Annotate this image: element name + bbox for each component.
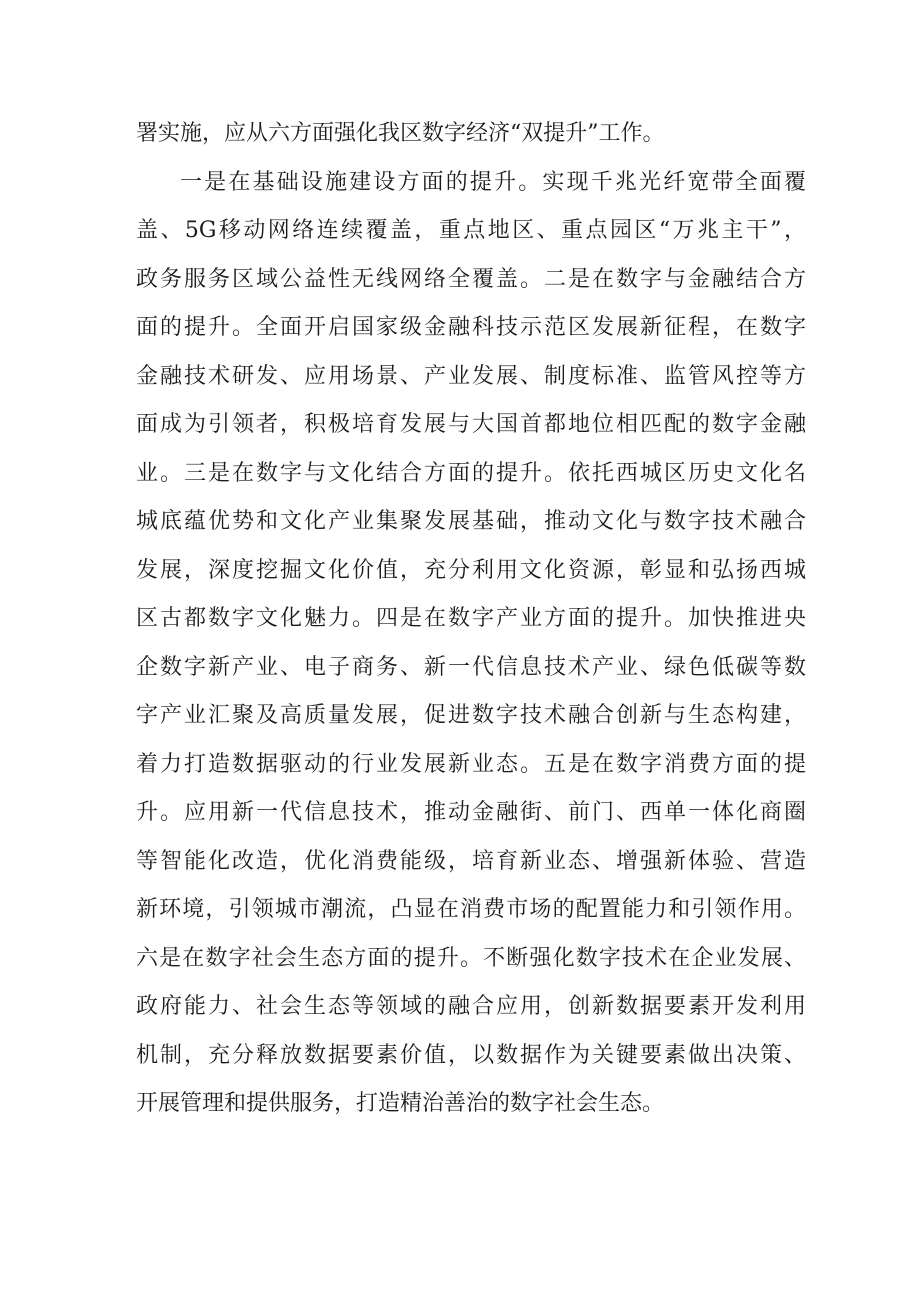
text-line: 业。三是在数字与文化结合方面的提升。依托西城区历史文化名 [136,460,806,486]
text-line: 金融技术研发、应用场景、产业发展、制度标准、监管风控等方 [136,363,806,389]
body-text [136,110,806,1129]
text-line: 着力打造数据驱动的行业发展新业态。五是在数字消费方面的提 [136,751,806,777]
text-line: 六是在数字社会生态方面的提升。不断强化数字技术在企业发展、 [136,945,806,971]
text-line: 升。应用新一代信息技术，推动金融街、前门、西单一体化商圈 [136,800,806,825]
text-line: 一是在基础设施建设方面的提升。实现千兆光纤宽带全面覆 [180,169,806,195]
text-line: 署实施，应从六方面强化我区数字经济“双提升”工作。 [136,121,665,146]
text-line: 面的提升。全面开启国家级金融科技示范区发展新征程，在数字 [136,315,806,340]
text-line: 盖、5G移动网络连续覆盖，重点地区、重点园区“万兆主干”， [136,218,806,243]
text-line: 等智能化改造，优化消费能级，培育新业态、增强新体验、营造 [136,848,806,874]
text-line: 政府能力、社会生态等领域的融合应用，创新数据要素开发利用 [136,994,806,1019]
text-line: 企数字新产业、电子商务、新一代信息技术产业、绿色低碳等数 [136,654,806,680]
text-line: 开展管理和提供服务，打造精治善治的数字社会生态。 [136,1091,665,1116]
text-line: 新环境，引领城市潮流，凸显在消费市场的配置能力和引领作用。 [136,897,806,922]
text-line: 发展，深度挖掘文化价值，充分利用文化资源，彰显和弘扬西城 [136,557,806,583]
text-line: 机制，充分释放数据要素价值，以数据作为关键要素做出决策、 [136,1042,806,1068]
text-line: 字产业汇聚及高质量发展，促进数字技术融合创新与生态构建， [136,703,806,728]
text-line: 政务服务区域公益性无线网络全覆盖。二是在数字与金融结合方 [136,266,806,292]
text-line: 面成为引领者，积极培育发展与大国首都地位相匹配的数字金融 [136,412,806,437]
text-line: 城底蕴优势和文化产业集聚发展基础，推动文化与数字技术融合 [136,509,806,534]
text-line: 区古都数字文化魅力。四是在数字产业方面的提升。加快推进央 [136,606,806,631]
